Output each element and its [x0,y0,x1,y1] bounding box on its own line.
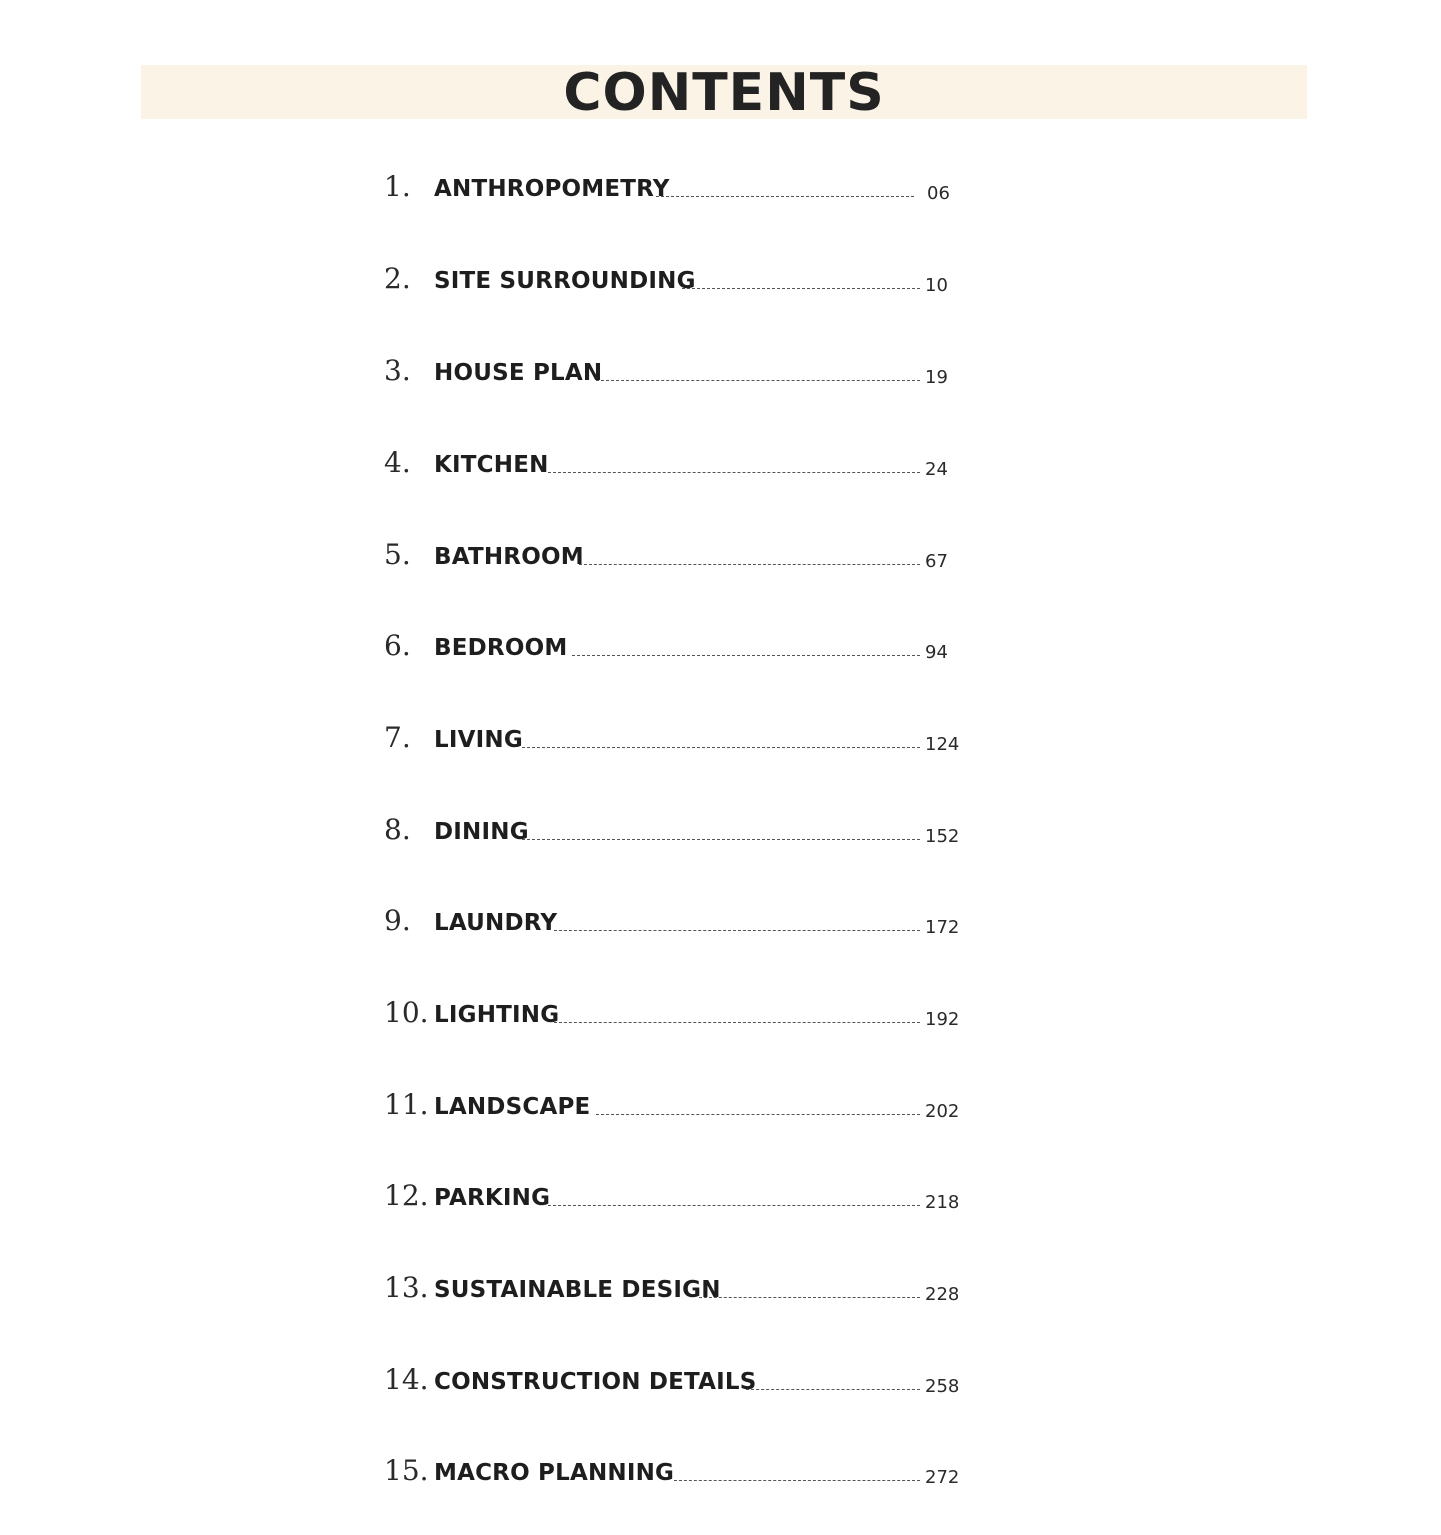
toc-entry-title: PARKING [434,1185,551,1211]
toc-entry-parking[interactable] [384,1172,984,1212]
toc-entry-page: 258 [925,1376,960,1397]
toc-dotted-leader [579,564,920,565]
toc-entry-living[interactable] [384,714,984,754]
toc-entry-page: 19 [925,367,948,388]
toc-entry-page: 152 [925,826,960,847]
toc-dotted-leader [548,1205,920,1206]
toc-dotted-leader [596,380,920,381]
toc-dotted-leader [656,196,914,197]
toc-entry-bedroom[interactable] [384,622,984,662]
page-title: CONTENTS [563,63,885,123]
toc-dotted-leader [548,472,920,473]
toc-entry-laundry[interactable] [384,897,984,937]
toc-entry-number: 13. [384,1271,429,1304]
toc-entry-page: 202 [925,1101,960,1122]
toc-dotted-leader [746,1389,920,1390]
toc-entry-number: 14. [384,1363,429,1396]
toc-entry-number: 7. [384,721,411,754]
toc-entry-title: KITCHEN [434,452,549,478]
toc-entry-page: 06 [927,183,950,204]
toc-entry-page: 124 [925,734,960,755]
toc-entry-number: 15. [384,1454,429,1487]
toc-entry-page: 272 [925,1467,960,1488]
toc-entry-kitchen[interactable] [384,439,984,479]
toc-entry-page: 67 [925,551,948,572]
toc-entry-house-plan[interactable] [384,347,984,387]
toc-dotted-leader [596,1114,920,1115]
toc-entry-number: 3. [384,354,411,387]
toc-dotted-leader [682,288,920,289]
toc-entry-title: ANTHROPOMETRY [434,176,670,202]
toc-entry-title: MACRO PLANNING [434,1460,675,1486]
toc-entry-anthropometry[interactable] [384,163,984,203]
toc-entry-page: 172 [925,917,960,938]
toc-entry-title: HOUSE PLAN [434,360,603,386]
toc-dotted-leader [554,1022,920,1023]
toc-entry-title: LAUNDRY [434,910,558,936]
toc-entry-landscape[interactable] [384,1081,984,1121]
toc-entry-number: 4. [384,446,411,479]
toc-entry-construction-details[interactable] [384,1356,984,1396]
toc-dotted-leader [522,839,920,840]
toc-entry-number: 5. [384,538,411,571]
toc-entry-sustainable-design[interactable] [384,1264,984,1304]
toc-entry-page: 10 [925,275,948,296]
toc-entry-title: BEDROOM [434,635,568,661]
toc-entry-page: 228 [925,1284,960,1305]
toc-entry-page: 218 [925,1192,960,1213]
toc-entry-number: 8. [384,813,411,846]
toc-entry-page: 24 [925,459,948,480]
toc-entry-dining[interactable] [384,806,984,846]
toc-entry-number: 2. [384,262,411,295]
toc-dotted-leader [522,747,920,748]
toc-dotted-leader [572,655,920,656]
toc-dotted-leader [554,930,920,931]
toc-entry-site-surrounding[interactable] [384,255,984,295]
toc-entry-title: LANDSCAPE [434,1094,591,1120]
toc-entry-number: 12. [384,1179,429,1212]
toc-entry-title: CONSTRUCTION DETAILS [434,1369,757,1395]
toc-entry-title: LIVING [434,727,523,753]
toc-entry-lighting[interactable] [384,989,984,1029]
toc-entry-number: 9. [384,904,411,937]
toc-entry-title: LIGHTING [434,1002,560,1028]
toc-entry-page: 94 [925,642,948,663]
toc-entry-number: 10. [384,996,429,1029]
toc-entry-number: 1. [384,170,411,203]
toc-entry-number: 6. [384,629,411,662]
toc-entry-macro-planning[interactable] [384,1447,984,1487]
toc-entry-title: BATHROOM [434,544,584,570]
toc-entry-bathroom[interactable] [384,531,984,571]
toc-entry-number: 11. [384,1088,429,1121]
toc-dotted-leader [699,1297,920,1298]
toc-entry-title: SITE SURROUNDING [434,268,696,294]
toc-entry-title: SUSTAINABLE DESIGN [434,1277,721,1303]
toc-entry-title: DINING [434,819,529,845]
toc-entry-page: 192 [925,1009,960,1030]
toc-dotted-leader [674,1480,920,1481]
